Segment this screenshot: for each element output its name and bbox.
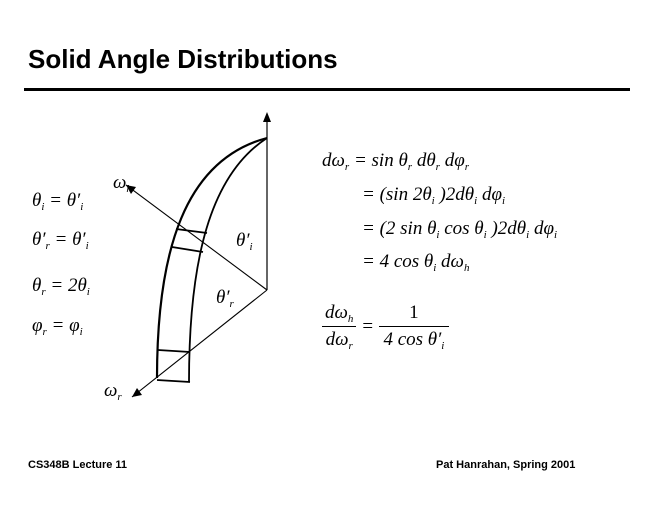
footer-course: CS348B Lecture 11 bbox=[28, 459, 128, 471]
footer-author: Pat Hanrahan, Spring 2001 bbox=[436, 459, 576, 471]
fraction-equals: = bbox=[362, 315, 374, 337]
omega-r-arrowhead bbox=[132, 388, 142, 397]
normal-arrowhead bbox=[263, 112, 271, 122]
outer-arc bbox=[157, 138, 267, 378]
left-equation-2: $\theta'_r = \theta'_i$ bbox=[32, 229, 89, 252]
left-equation-3: $\theta_r = 2\theta_i$ bbox=[32, 275, 90, 298]
left-equation-1: $\theta_i = \theta'_i$ bbox=[32, 190, 84, 213]
omega-r-line bbox=[132, 290, 267, 397]
arc-bottom-cap bbox=[157, 380, 190, 382]
inner-arc bbox=[189, 138, 267, 382]
right-equation-3: = (2 $\sin \theta_i$ $\cos \theta_i$ )$2d\theta_i$ $d\varphi_i$ bbox=[362, 218, 558, 241]
slide-title: Solid Angle Distributions bbox=[28, 44, 338, 74]
theta-i-prime-label: $\theta'_i$ bbox=[236, 230, 253, 253]
middle-patch-top bbox=[176, 229, 207, 233]
omega-h-label: $\omega_h$ bbox=[113, 172, 132, 195]
theta-r-prime-label: $\theta'_r$ bbox=[216, 287, 234, 310]
fraction-left: $\frac{d\omega_h}{d\omega_r}$ bbox=[322, 302, 356, 351]
omega-r-label: $\omega_r$ bbox=[104, 380, 122, 403]
lower-patch-top bbox=[158, 350, 190, 352]
fraction-right: $\frac{1}{4 \cos \theta'_i}$ bbox=[379, 302, 449, 351]
middle-patch-bottom bbox=[172, 247, 203, 252]
left-equation-4: $\varphi_r = \varphi_i$ bbox=[32, 315, 83, 338]
right-equation-4: = 4 $\cos \theta_i$ $d\omega_h$ bbox=[362, 251, 470, 274]
right-equation-1: $d\omega_r = \sin \theta_r$ $d\theta_r$ $d\varphi_r$ bbox=[322, 150, 469, 173]
fraction-equation bbox=[322, 302, 449, 351]
right-equation-2: = (sin $2\theta_i$ )$2d\theta_i$ $d\varphi_i$ bbox=[362, 184, 506, 207]
